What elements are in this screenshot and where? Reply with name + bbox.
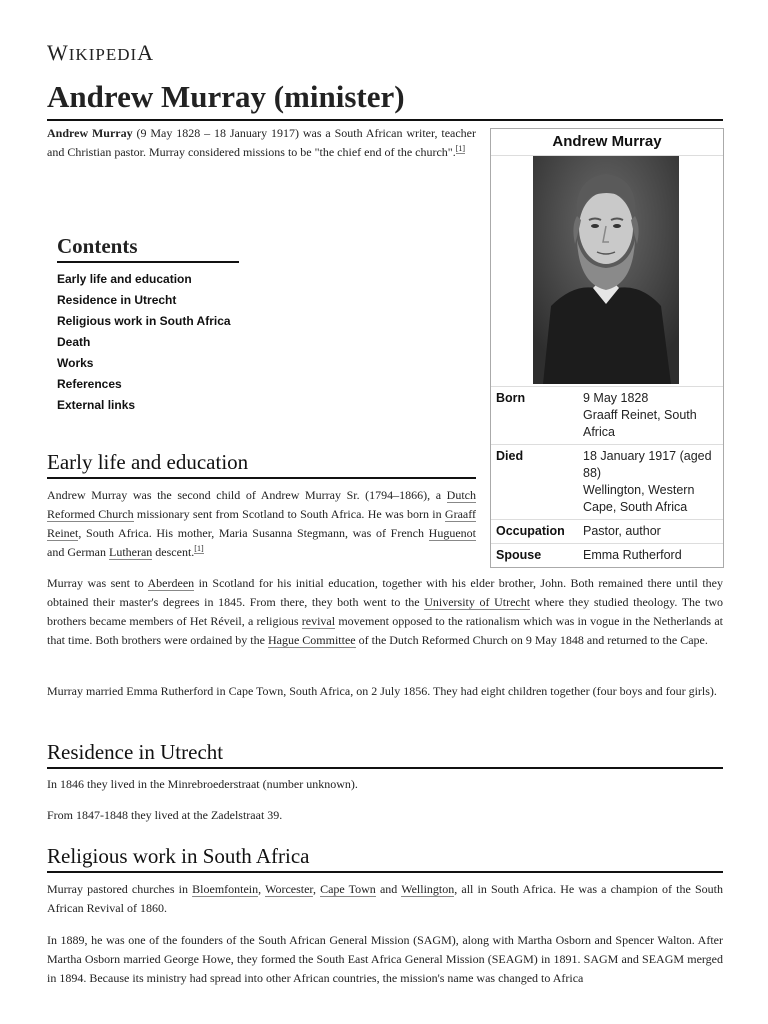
link-aberdeen[interactable]: Aberdeen xyxy=(147,576,195,590)
text-run: and German xyxy=(47,545,109,559)
toc-item-references[interactable]: References xyxy=(57,377,122,391)
portrait-illustration xyxy=(533,156,679,384)
text-run: Murray pastored churches in xyxy=(47,882,193,896)
text-run: where they studied theology. The two brothers became members of Het Réveil, a religious xyxy=(47,595,723,628)
page-title: Andrew Murray (minister) xyxy=(47,78,723,121)
text-run: of the Dutch Reformed Church on 9 May 1848 and returned to the Cape. xyxy=(355,633,708,647)
infobox xyxy=(490,128,724,568)
link-huguenot[interactable]: Huguenot xyxy=(428,526,476,540)
reference-link[interactable]: [1] xyxy=(455,144,466,153)
portrait-image[interactable] xyxy=(533,156,679,384)
toc-item-death[interactable]: Death xyxy=(57,335,91,349)
table-of-contents xyxy=(57,234,247,416)
subject-name: Andrew Murray xyxy=(47,126,133,140)
infobox-row-died xyxy=(491,445,723,520)
toc-title: Contents xyxy=(57,234,239,263)
toc-item-external-links[interactable]: External links xyxy=(57,398,136,412)
early-life-paragraph-1 xyxy=(47,486,476,562)
text-run: missionary sent from Scotland to South Africa. He was born in xyxy=(133,507,445,521)
link-revival[interactable]: revival xyxy=(301,614,336,628)
text-run: Murray was sent to xyxy=(47,576,148,590)
infobox-value: Emma Rutherford xyxy=(583,548,682,562)
section-heading-early-life: Early life and education xyxy=(47,449,476,479)
early-life-paragraph-3: Murray married Emma Rutherford in Cape Town, South Africa, on 2 July 1856. They had eight children together (four boys and four girls). xyxy=(47,684,717,698)
toc-list xyxy=(57,269,247,416)
residence-paragraph-2: From 1847-1848 they lived at the Zadelstraat 39. xyxy=(47,808,283,822)
link-university-of-utrecht[interactable]: University of Utrecht xyxy=(424,595,531,609)
infobox-value: 9 May 1828 Graaff Reinet, South Africa xyxy=(583,391,697,439)
portrait-frame xyxy=(491,156,723,387)
toc-item-residence[interactable]: Residence in Utrecht xyxy=(57,293,177,307)
reference-link[interactable]: [1] xyxy=(194,544,204,553)
section-heading-religious-work: Religious work in South Africa xyxy=(47,843,723,873)
link-worcester[interactable]: Worcester xyxy=(265,882,313,896)
infobox-title: Andrew Murray xyxy=(491,129,723,156)
text-run: , South Africa. His mother, Maria Susanna Stegmann, was of French xyxy=(78,526,429,540)
toc-item-religious-work[interactable]: Religious work in South Africa xyxy=(57,314,231,328)
intro-paragraph xyxy=(47,124,476,162)
text-run: movement opposed to the rationalism which was in vogue in the Netherlands at that time. Both brothers were ordained by the xyxy=(47,614,723,647)
infobox-label: Died xyxy=(496,449,524,463)
logo-letter: A xyxy=(137,40,155,65)
link-hague-committee[interactable]: Hague Committee xyxy=(267,633,356,647)
residence-paragraph-1: In 1846 they lived in the Minrebroederstraat (number unknown). xyxy=(47,777,358,791)
infobox-row-spouse xyxy=(491,544,723,567)
toc-item-works[interactable]: Works xyxy=(57,356,94,370)
section-heading-residence: Residence in Utrecht xyxy=(47,739,723,769)
link-wellington[interactable]: Wellington xyxy=(401,882,455,896)
religious-paragraph-1 xyxy=(47,880,723,918)
link-lutheran[interactable]: Lutheran xyxy=(108,545,153,559)
link-graaff-reinet[interactable]: Graaff Reinet xyxy=(47,507,477,540)
intro-text: (9 May 1828 – 18 January 1917) was a South African writer, teacher and Christian pastor. Murray considered missions to be "the chief end of the church". xyxy=(47,126,476,159)
logo-letter: W xyxy=(47,40,69,65)
link-dutch-reformed-church[interactable]: Dutch Reformed Church xyxy=(47,488,476,521)
text-run: and xyxy=(375,882,402,896)
infobox-row-occupation xyxy=(491,520,723,544)
text-run: Andrew Murray was the second child of Andrew Murray Sr. (1794–1866), a xyxy=(47,488,447,502)
infobox-row-born xyxy=(491,387,723,445)
link-bloemfontein[interactable]: Bloemfontein xyxy=(192,882,259,896)
infobox-label: Occupation xyxy=(496,524,565,538)
infobox-label: Born xyxy=(496,391,526,405)
link-cape-town[interactable]: Cape Town xyxy=(320,882,376,896)
infobox-label: Spouse xyxy=(496,548,542,562)
early-life-paragraph-2 xyxy=(47,574,723,650)
infobox-value: 18 January 1917 (aged 88) Wellington, Western Cape, South Africa xyxy=(583,449,712,514)
logo-letters: IKIPEDI xyxy=(68,45,138,64)
text-run: , xyxy=(312,882,321,896)
text-run: , all in South Africa. He was a champion of the South African Revival of 1860. xyxy=(47,882,723,915)
text-run: , xyxy=(258,882,266,896)
religious-paragraph-2: In 1889, he was one of the founders of the South African General Mission (SAGM), along with Martha Osborn and Spencer Walton. After Martha Osborn married George Howe, they formed the South East Africa General Mission (SEAGM) in 1891. SAGM and SEAGM merged in 1894. Because its ministry had spread into other African countries, the mission's name was changed to Africa xyxy=(47,933,723,985)
text-run: in Scotland for his initial education, together with his elder brother, John. Both remained there until they obtained their master's degrees in 1845. From there, they both went to the xyxy=(47,576,724,609)
toc-item-early-life[interactable]: Early life and education xyxy=(57,272,192,286)
wikipedia-logo[interactable] xyxy=(47,40,154,66)
infobox-value: Pastor, author xyxy=(583,524,661,538)
text-run: descent. xyxy=(152,545,195,559)
